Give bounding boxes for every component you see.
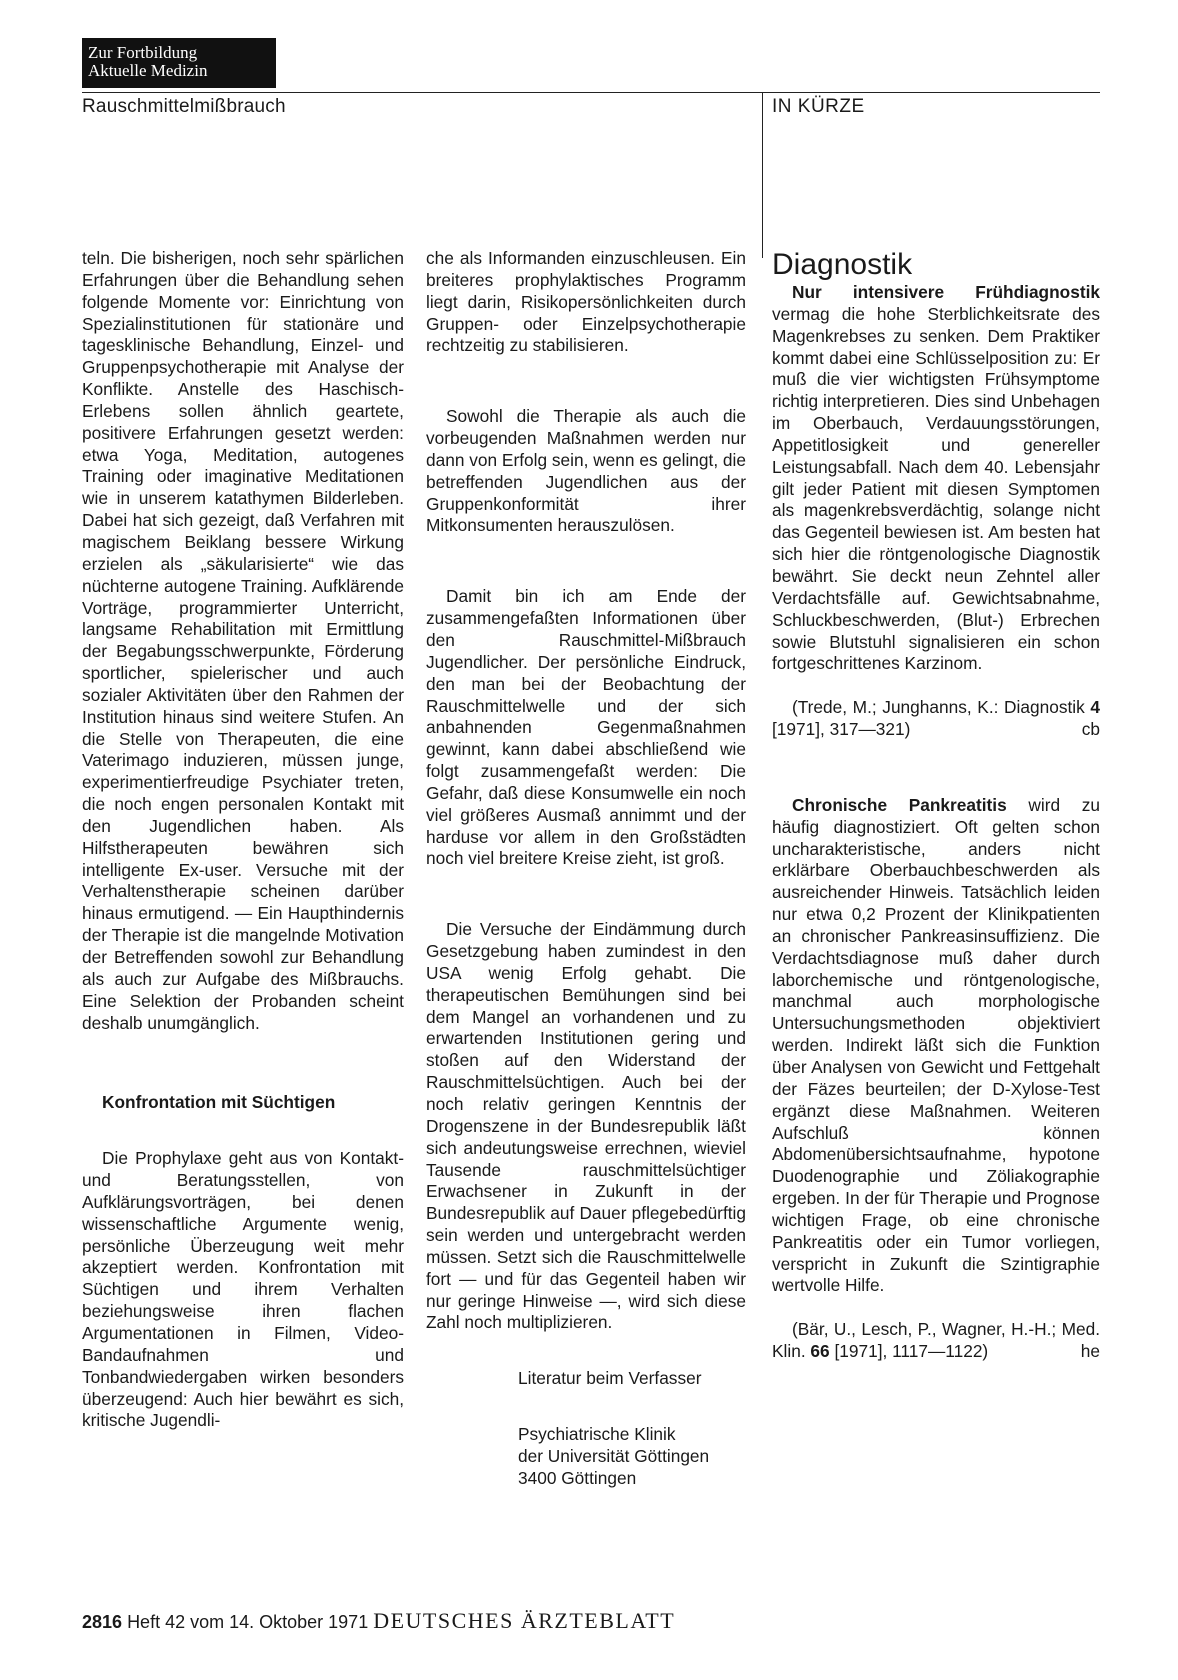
reference-volume: 4 (1090, 697, 1100, 718)
brief-item (772, 282, 1100, 675)
page-footer (82, 1608, 675, 1634)
paragraph: Damit bin ich am Ende der zusammengefaßten Informationen über den Rauschmittel-Mißbrauch Jugendlicher. Der persönliche Eindruck, den man bei der Beobachtung der Rauschmittelwelle und der sich anbahnenden Gegenmaßnahmen gewinnt, kann dabei abschließend wie folgt zusammengefaßt werden: Die Gefahr, daß diese Konsumwelle ein noch viel größeres Ausmaß annimmt und der harduse vor allem in den Großstädten noch viel breitere Kreise zieht, ist groß. (426, 586, 746, 869)
reference (772, 1319, 1100, 1363)
section-heading: Konfrontation mit Süchtigen (102, 1092, 336, 1113)
brief-item-text: wird zu häufig diagnostiziert. Oft gelten schon uncharakteristische, anders nicht erklärbare Oberbauchbeschwerden als ausreichender Hinweis. Tatsächlich leiden nur etwa 0,2 Prozent der Klinikpatienten an chronischer Pankreasinsuffizienz. Die Verdachtsdiagnose muß daher durch laborchemische und röntgenologische, manchmal auch morphologische Untersuchungsmethoden objektiviert werden. Indirekt läßt sich die Funktion über Analysen von Gewicht und Fettgehalt der Fäzes beurteilen; der D-Xylose-Test ergänzt diese Maßnahmen. Weiteren Aufschluß können Abdomenübersichtsaufnahme, hypotone Duodenographie und Zöliakographie ergeben. In der für Therapie und Prognose wichtigen Frage, ob eine chronische Pankreatitis oder ein Tumor vorliegen, verspricht in Zukunft die Szintigraphie wertvolle Hilfe. (772, 794, 1100, 1296)
reference-text: (Bär, U., Lesch, P., Wagner, H.-H.; Med. Klin. (772, 1319, 1100, 1362)
paragraph: Sowohl die Therapie als auch die vorbeugenden Maßnahmen werden nur dann von Erfolg sein, wenn es gelingt, die betreffenden Jugendlichen aus der Gruppenkonformität ihrer Mitkonsumenten herauszulösen. (426, 406, 746, 536)
article-column-2 (426, 248, 746, 1490)
section-title: Rauschmittelmißbrauch (82, 96, 286, 117)
paragraph: che als Informanden einzuschleusen. Ein breiteres prophylaktisches Programm liegt darin, Risikopersönlichkeiten durch Gruppen- oder Einzelpsychotherapie rechtzeitig zu stabilisieren. (426, 248, 746, 356)
issue-info: Heft 42 vom 14. Oktober 1971 (127, 1612, 369, 1632)
journal-name: DEUTSCHES ÄRZTEBLATT (373, 1608, 676, 1633)
literature-note: Literatur beim Verfasser (518, 1368, 702, 1389)
header-rule (82, 92, 1100, 93)
masthead-line-1: Zur Fortbildung (88, 43, 198, 62)
author-initials: cb (1081, 719, 1100, 740)
paragraph: teln. Die bisherigen, noch sehr spärlichen Erfahrungen über die Behandlung sehen folgende Momente vor: Einrichtung von Spezialinstitutionen für stationäre und tagesklinische Behandlung, Einzel- und Gruppenpsychotherapie mit Analyse der Konflikte. Anstelle des Haschisch-Erlebens sollen ähnlich geartete, positivere Erfahrungen gesetzt werden: etwa Yoga, Meditation, autogenes Training oder imaginative Meditationen wie in unserem katathymen Bilderleben. Dabei hat sich gezeigt, daß Verfahren mit magischem Beiklang bessere Wirkung erzielen als „säkularisierte“ wie das nüchterne autogene Training. Aufklärende Vorträge, programmierter Unterricht, langsame Rehabilitation mit Ermittlung der Begabungsschwerpunkte, Förderung sportlicher, spielerischer und auch sozialer Aktivitäten über den Rahmen der Institution hinaus sind weitere Stufen. An die Stelle von Therapeuten, die eine Vaterimago induzieren, müssen junge, experimentierfreudige Psychiater treten, die noch engen personalen Kontakt mit den Jugendlichen haben. Als Hilfstherapeuten bewähren sich intelligente Ex-user. Versuche mit der Verhaltenstherapie scheinen darüber hinaus ermutigend. — Ein Haupthindernis der Therapie ist die mangelnde Motivation der Betreffenden sowohl zur Behandlung als auch zur Aufgabe des Mißbrauchs. Eine Selektion der Probanden scheint deshalb unumgänglich. (82, 248, 404, 1033)
page-number: 2816 (82, 1612, 123, 1632)
address-line: der Universität Göttingen (518, 1445, 710, 1466)
reference (772, 697, 1100, 741)
article-column-1 (82, 248, 404, 1432)
brief-item-text: vermag die hohe Sterblichkeitsrate des Magenkrebses zu senken. Dem Praktiker kommt dabei eine Schlüsselposition zu: Er muß die vier wichtigsten Frühsymptome richtig interpretieren. Dies sind Unbehagen im Oberbauch, Verdauungsstörungen, Appetitlosigkeit und genereller Leistungsabfall. Nach dem 40. Lebensjahr gilt jeder Patient mit diesen Symptomen als magenkrebsverdächtig, solange nicht das Gegenteil bewiesen ist. Am besten hat sich hier die röntgenologische Diagnostik bewährt. Sie deckt neun Zehntel aller Verdachtsfälle auf. Gewichtsabnahme, Schluckbeschwerden, (Blut-) Erbrechen sowie Blutstuhl signalisieren ein schon fortgeschrittenes Karzinom. (772, 303, 1100, 674)
paragraph: Die Prophylaxe geht aus von Kontakt- und Beratungsstellen, von Aufklärungsvorträgen, bei denen wissenschaftliche Argumente wenig, persönliche Überzeugung weit mehr akzeptiert werden. Konfrontation mit Süchtigen und ihrem Verhalten beziehungsweise ihren flachen Argumentationen in Filmen, Video-Bandaufnahmen und Tonbandwiedergaben wirken besonders überzeugend: Auch hier bewährt es sich, kritische Jugendli- (82, 1148, 404, 1431)
brief-item-lead: Chronische Pankreatitis (792, 794, 1007, 815)
brief-item-lead: Nur intensivere Frühdiagnostik (792, 282, 1100, 302)
reference-volume: 66 (810, 1341, 830, 1362)
reference-text: [1971], 1117—1122) (829, 1341, 989, 1362)
masthead-line-2: Aktuelle Medizin (88, 61, 208, 80)
address-line: 3400 Göttingen (518, 1467, 637, 1488)
author-initials: he (1080, 1341, 1100, 1362)
sidebar-divider (762, 92, 763, 258)
sidebar-column (772, 248, 1100, 1363)
paragraph: Die Versuche der Eindämmung durch Gesetzgebung haben zumindest in den USA wenig Erfolg gehabt. Die therapeutischen Bemühungen sind bei dem Mangel an vorhandenen und zu erwartenden Institutionen gering und stoßen auf den Widerstand der Rauschmittelsüchtigen. Auch bei der noch relativ geringen Kenntnis der Drogenszene in der Bundesrepublik läßt sich andeutungsweise errechnen, wieviel Tausende rauschmittelsüchtiger Erwachsener in Zukunft in der Bundesrepublik auf Dauer pflegebedürftig sein werden und untergebracht werden müssen. Setzt sich die Rauschmittelwelle fort — und für das Gegenteil haben wir nur geringe Hinweise —, wird sich diese Zahl noch multiplizieren. (426, 919, 746, 1333)
reference-text: (Trede, M.; Junghanns, K.: Diagnostik (792, 697, 1091, 718)
brief-item (772, 795, 1100, 1297)
reference-text: [1971], 317—321) (772, 719, 911, 740)
masthead (82, 38, 276, 88)
address-line: Psychiatrische Klinik (518, 1424, 676, 1445)
sidebar-heading: Diagnostik (772, 248, 913, 281)
sidebar-title: IN KÜRZE (772, 96, 865, 117)
